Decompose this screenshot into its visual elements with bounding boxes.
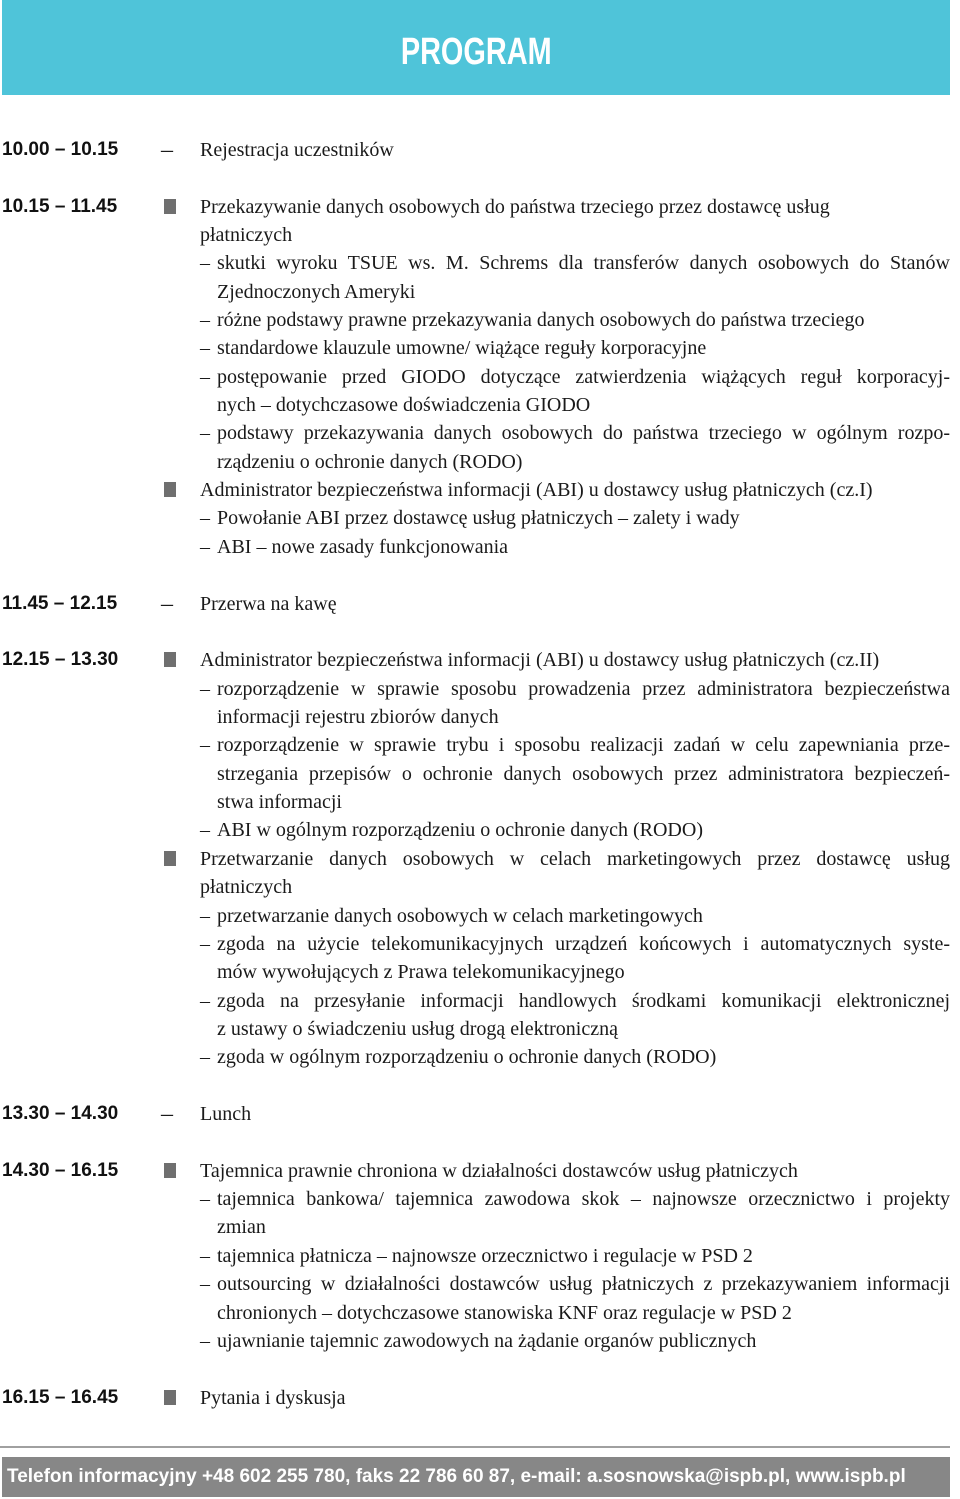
- dash-marker: –: [161, 136, 173, 163]
- sub-item: [200, 334, 950, 362]
- heading-line: Przetwarzanie danych osobowych w celach marketingowych przez dostawcę usług: [200, 847, 950, 870]
- sub-item: [200, 1185, 950, 1242]
- sub-item-dash: –: [200, 422, 210, 445]
- heading-line: Lunch: [200, 1103, 252, 1126]
- heading-line: Przerwa na kawę: [200, 592, 337, 615]
- heading-line: Administrator bezpieczeństwa informacji (ABI) u dostawcy usług płatniczych (cz.I): [200, 479, 873, 502]
- sub-item-line: zgoda w ogólnym rozporządzeniu o ochronie danych (RODO): [217, 1046, 717, 1069]
- agenda-block: [0, 646, 950, 845]
- block-heading: [200, 476, 950, 504]
- sub-item-line: chronionych – dotychczasowe stanowiska KNF oraz regulacje w PSD 2: [217, 1301, 792, 1324]
- sub-item-line: Powołanie ABI przez dostawcę usług płatniczych – zalety i wady: [217, 507, 740, 530]
- block-heading: [200, 193, 950, 250]
- sub-item-line: ABI – nowe zasady funkcjonowania: [217, 535, 509, 558]
- block-heading: [200, 1157, 950, 1185]
- agenda: [0, 136, 950, 1441]
- block-heading: [200, 1100, 950, 1128]
- sub-item-line: zgoda na użycie telekomunikacyjnych urządzeń końcowych i automatycznych syste-: [217, 932, 950, 955]
- sub-item-dash: –: [200, 677, 210, 700]
- session-time: 11.45 – 12.15: [2, 592, 118, 614]
- sub-item: [200, 249, 950, 306]
- heading-line: Tajemnica prawnie chroniona w działalności dostawców usług płatniczych: [200, 1159, 798, 1182]
- session-time: 10.15 – 11.45: [2, 195, 118, 217]
- sub-item-line: tajemnica płatnicza – najnowsze orzecznictwo i regulacje w PSD 2: [217, 1244, 753, 1267]
- session-time: 14.30 – 16.15: [2, 1159, 119, 1181]
- heading-line: Rejestracja uczestników: [200, 138, 394, 161]
- sub-item-dash: –: [200, 337, 210, 360]
- footer-divider: [0, 1446, 950, 1448]
- sub-item: [200, 675, 950, 732]
- heading-line: Administrator bezpieczeństwa informacji (ABI) u dostawcy usług płatniczych (cz.II): [200, 649, 880, 672]
- sub-item-dash: –: [200, 1046, 210, 1069]
- sub-item-dash: –: [200, 734, 210, 757]
- heading-line: Przekazywanie danych osobowych do państwa trzeciego przez dostawcę usług: [200, 195, 830, 218]
- sub-item-line: nych – dotychczasowe doświadczenia GIODO: [217, 394, 591, 417]
- footer-contact: Telefon informacyjny +48 602 255 780, faks 22 786 60 87, e-mail: a.sosnowska@ispb.pl, www.ispb.pl: [7, 1466, 906, 1487]
- sub-item-dash: –: [200, 1188, 210, 1211]
- session-time: 13.30 – 14.30: [2, 1103, 119, 1125]
- dash-marker: –: [161, 590, 173, 617]
- agenda-block: [0, 1157, 950, 1356]
- header-banner: [2, 0, 950, 95]
- block-heading: [200, 590, 950, 618]
- sub-item: [200, 504, 950, 532]
- sub-item-dash: –: [200, 252, 210, 275]
- heading-line: płatniczych: [200, 223, 293, 246]
- agenda-session: [0, 136, 950, 164]
- sub-item-line: outsourcing w działalności dostawców usług płatniczych z przekazywaniem informacji: [217, 1273, 950, 1296]
- sub-item-line: zgoda na przesyłanie informacji handlowych środkami komunikacji elektronicznej: [217, 989, 950, 1012]
- sub-item-dash: –: [200, 904, 210, 927]
- sub-item: [200, 1327, 950, 1355]
- dash-marker: –: [161, 1101, 173, 1128]
- sub-item-line: strzegania przepisów o ochronie danych osobowych przez administratora bezpieczeń-: [217, 762, 950, 785]
- square-bullet-icon: [164, 482, 176, 497]
- agenda-session: [0, 590, 950, 618]
- agenda-block: [0, 136, 950, 164]
- sub-item-line: przetwarzanie danych osobowych w celach marketingowych: [217, 904, 703, 927]
- block-heading: [200, 646, 950, 674]
- agenda-block: [0, 590, 950, 618]
- sub-item-dash: –: [200, 1329, 210, 1352]
- sub-item: [200, 731, 950, 816]
- heading-line: płatniczych: [200, 876, 293, 899]
- sub-item-dash: –: [200, 1273, 210, 1296]
- sub-item-line: ujawnianie tajemnic zawodowych na żądanie organów publicznych: [217, 1329, 757, 1352]
- agenda-block: [0, 1384, 950, 1412]
- sub-item-line: zmian: [217, 1216, 266, 1239]
- page-title-wrap: [2, 28, 950, 84]
- sub-item-line: postępowanie przed GIODO dotyczące zatwierdzenia wiążących reguł korporacyj-: [217, 365, 950, 388]
- sub-item-line: rozporządzenie w sprawie sposobu prowadzenia przez administratora bezpieczeństwa: [217, 677, 950, 700]
- sub-item-dash: –: [200, 365, 210, 388]
- sub-item: [200, 1242, 950, 1270]
- sub-item-dash: –: [200, 308, 210, 331]
- sub-item-line: mów wywołujących z Prawa telekomunikacyjnego: [217, 961, 625, 984]
- sub-item: [200, 987, 950, 1044]
- agenda-block: [0, 845, 950, 1072]
- session-time: 16.15 – 16.45: [2, 1386, 119, 1408]
- sub-item-dash: –: [200, 819, 210, 842]
- sub-item-line: różne podstawy prawne przekazywania danych osobowych do państwa trzeciego: [217, 308, 865, 331]
- page-title: PROGRAM: [400, 31, 552, 73]
- sub-item-line: standardowe klauzule umowne/ wiążące reguły korporacyjne: [217, 337, 707, 360]
- sub-item-dash: –: [200, 989, 210, 1012]
- agenda-block: [0, 1100, 950, 1128]
- agenda-session: [0, 1157, 950, 1356]
- agenda-block: [0, 193, 950, 477]
- sub-item-line: podstawy przekazywania danych osobowych do państwa trzeciego w ogólnym rozpo-: [217, 422, 950, 445]
- sub-item-dash: –: [200, 932, 210, 955]
- sub-item: [200, 1043, 950, 1071]
- sub-item-line: tajemnica bankowa/ tajemnica zawodowa skok – najnowsze orzecznictwo i projekty: [217, 1188, 950, 1211]
- sub-item: [200, 306, 950, 334]
- square-bullet-icon: [164, 1163, 176, 1178]
- sub-item: [200, 816, 950, 844]
- sub-item-line: ABI w ogólnym rozporządzeniu o ochronie danych (RODO): [217, 819, 703, 842]
- sub-item-line: z ustawy o świadczeniu usług drogą elektroniczną: [217, 1017, 618, 1040]
- square-bullet-icon: [164, 851, 176, 866]
- sub-item: [200, 419, 950, 476]
- agenda-session: [0, 646, 950, 1071]
- square-bullet-icon: [164, 1390, 176, 1405]
- block-heading: [200, 845, 950, 902]
- square-bullet-icon: [164, 652, 176, 667]
- agenda-block: [0, 476, 950, 561]
- sub-item-line: informacji rejestru zbiorów danych: [217, 705, 499, 728]
- sub-item: [200, 533, 950, 561]
- sub-item: [200, 902, 950, 930]
- sub-item-line: rozporządzenie w sprawie trybu i sposobu realizacji zadań w celu zapewniania prze-: [217, 734, 950, 757]
- session-time: 10.00 – 10.15: [2, 138, 119, 160]
- session-time: 12.15 – 13.30: [2, 649, 119, 671]
- agenda-session: [0, 1100, 950, 1128]
- sub-item-line: stwa informacji: [217, 791, 342, 814]
- sub-item: [200, 363, 950, 420]
- heading-line: Pytania i dyskusja: [200, 1386, 346, 1409]
- sub-item: [200, 1270, 950, 1327]
- agenda-session: [0, 1384, 950, 1412]
- block-heading: [200, 136, 950, 164]
- sub-item-line: rządzeniu o ochronie danych (RODO): [217, 450, 523, 473]
- footer-bar: [2, 1457, 950, 1497]
- sub-item: [200, 930, 950, 987]
- block-heading: [200, 1384, 950, 1412]
- sub-item-dash: –: [200, 535, 210, 558]
- square-bullet-icon: [164, 199, 176, 214]
- sub-item-line: skutki wyroku TSUE ws. M. Schrems dla transferów danych osobowych do Stanów: [217, 252, 950, 275]
- agenda-session: [0, 193, 950, 562]
- sub-item-line: Zjednoczonych Ameryki: [217, 280, 416, 303]
- sub-item-dash: –: [200, 507, 210, 530]
- sub-item-dash: –: [200, 1244, 210, 1267]
